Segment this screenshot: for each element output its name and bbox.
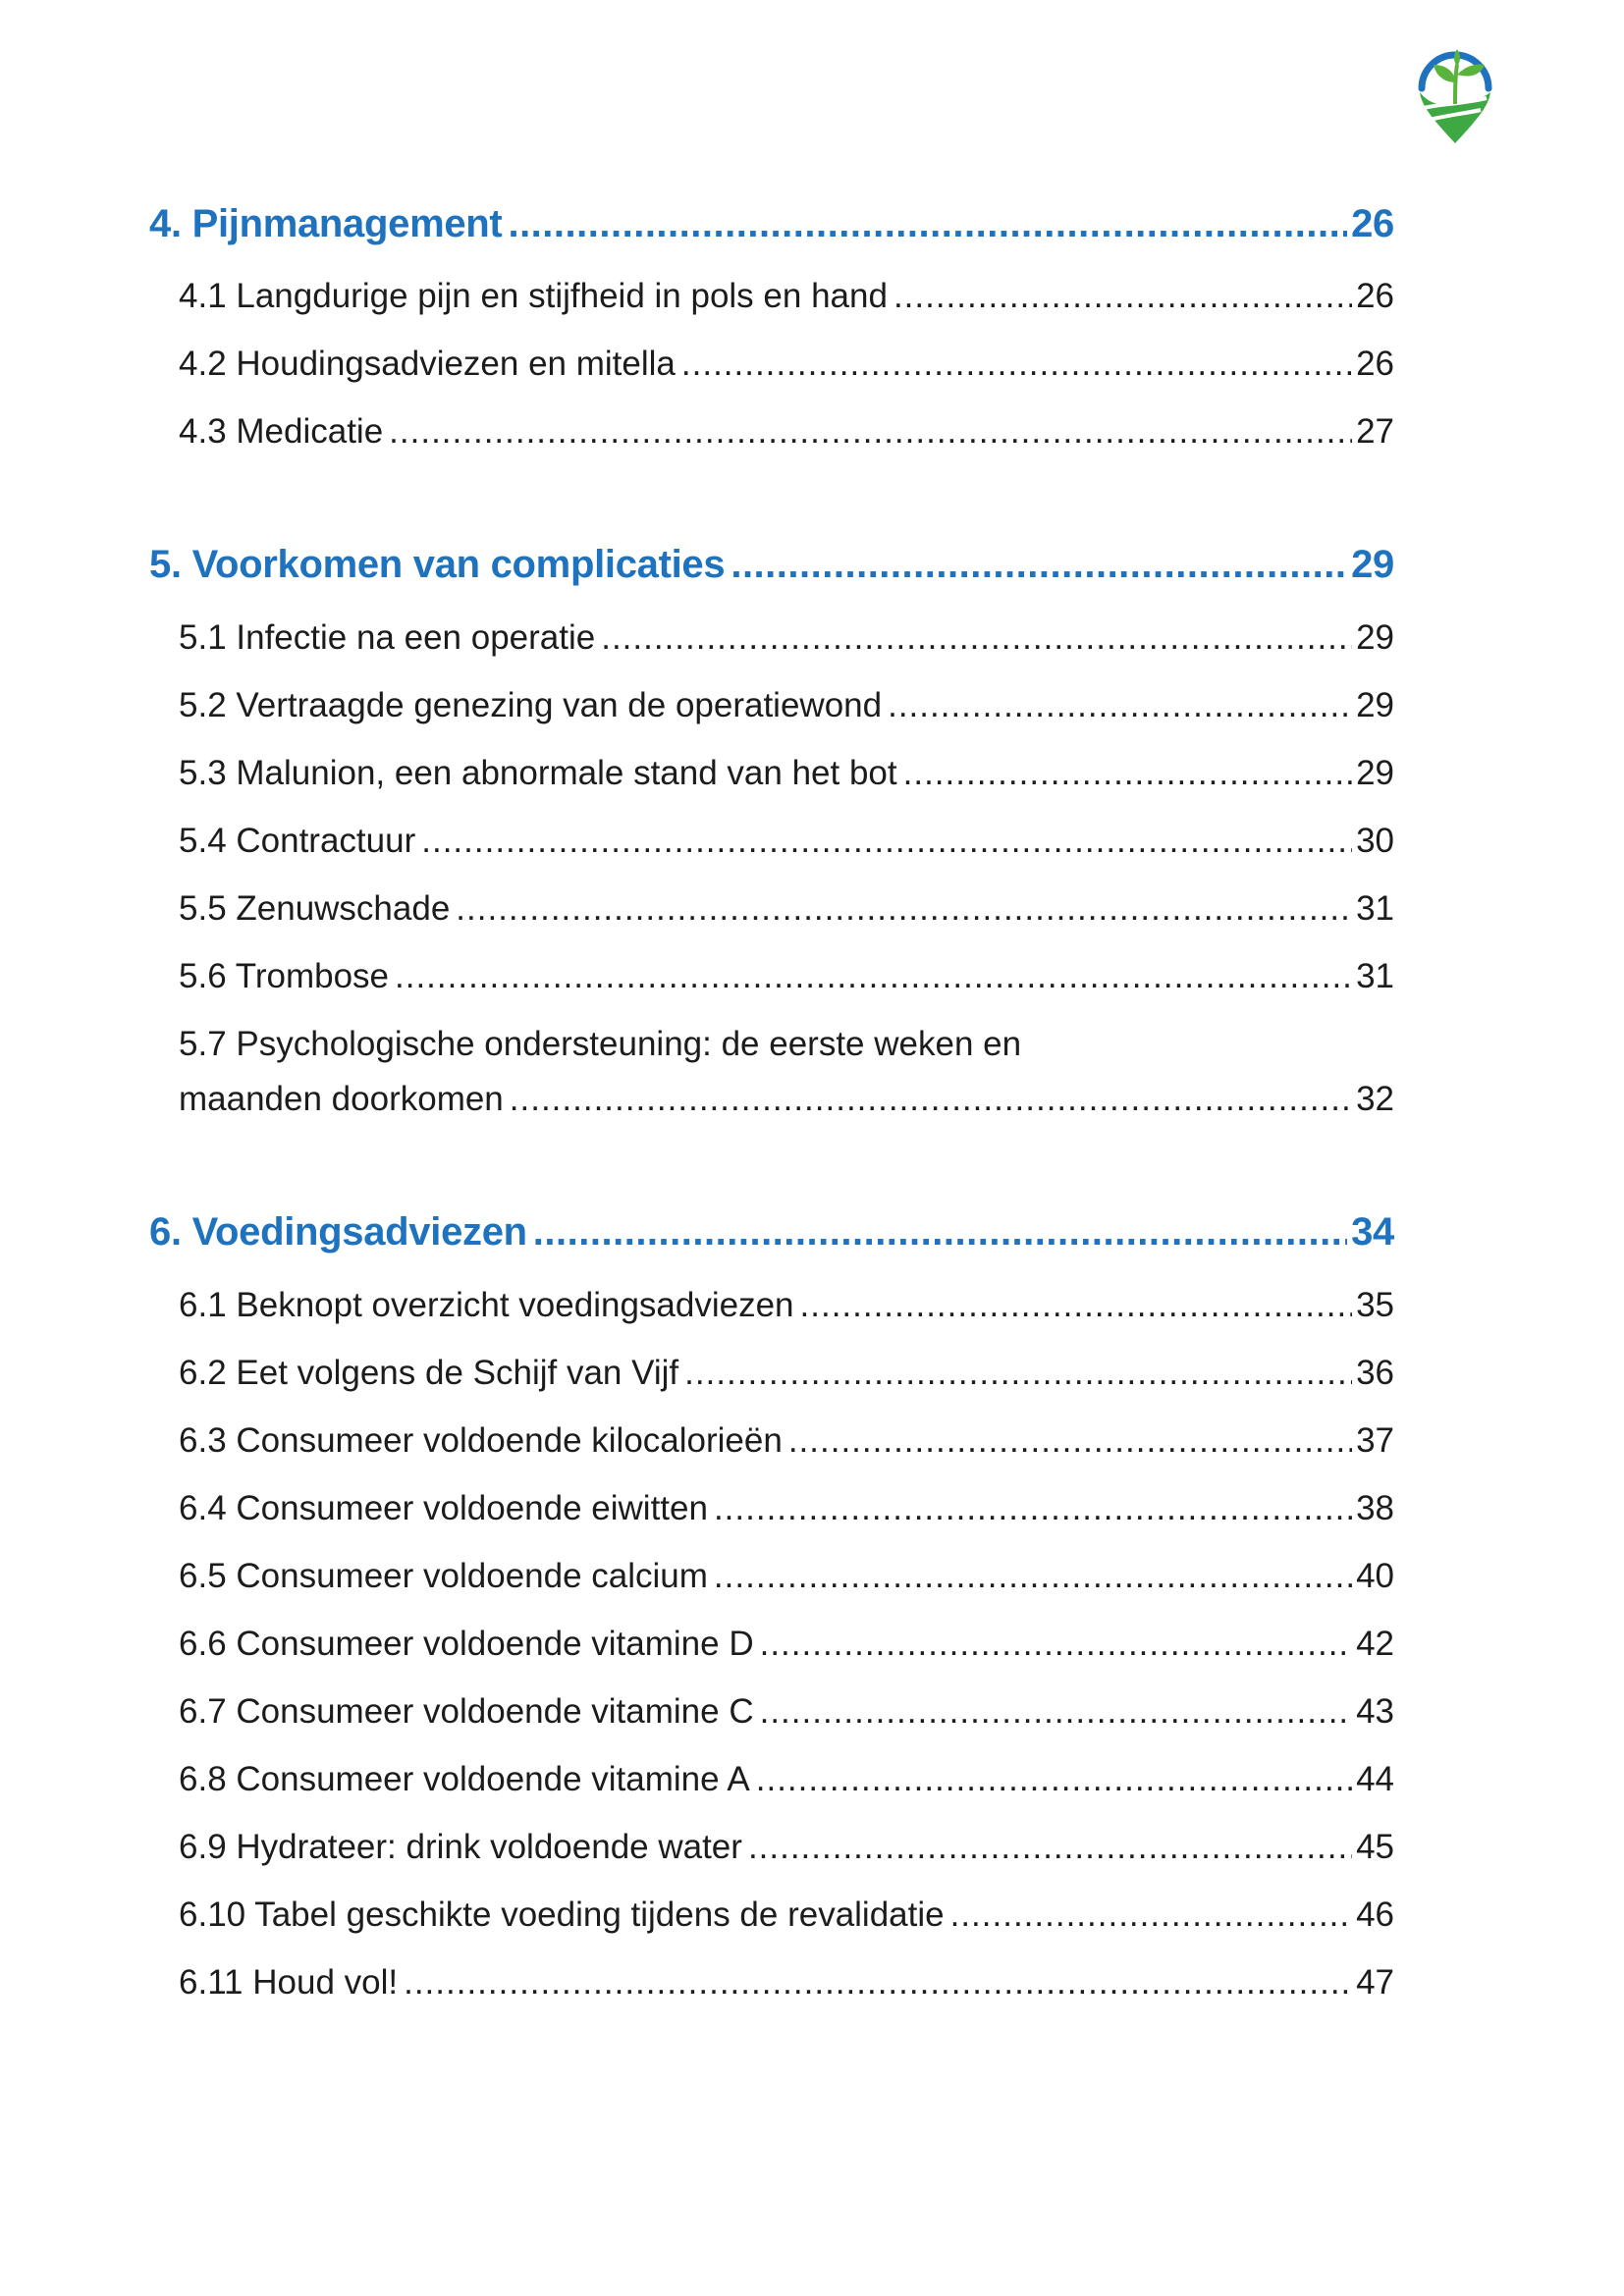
toc-section-6-7[interactable]	[179, 1692, 1394, 1732]
toc-section-title: 6.7 Consumeer voldoende vitamine C	[179, 1692, 754, 1731]
toc-page-number: 29	[1356, 618, 1394, 657]
dot-leader	[731, 543, 1347, 587]
toc-section-title: 6.1 Beknopt overzicht voedingsadviezen	[179, 1286, 794, 1324]
toc-chapter-title: 5. Voorkomen van complicaties	[149, 543, 726, 586]
toc-page-number: 31	[1356, 957, 1394, 995]
dot-leader	[903, 754, 1352, 793]
toc-page-number: 26	[1356, 345, 1394, 383]
toc-section-title: 4.1 Langdurige pijn en stijfheid in pols en hand	[179, 277, 888, 315]
toc-page-number: 31	[1356, 889, 1394, 928]
toc-section-title: 5.4 Contractuur	[179, 822, 416, 860]
toc-page-number: 29	[1356, 754, 1394, 792]
toc-section-title: 6.11 Houd vol!	[179, 1963, 399, 2002]
toc-section-5-4[interactable]	[179, 822, 1394, 861]
toc-page-number: 45	[1356, 1828, 1394, 1866]
toc-section-5-5[interactable]	[179, 889, 1394, 929]
toc-section-4-2[interactable]	[179, 345, 1394, 384]
dot-leader	[756, 1760, 1352, 1799]
toc-section-4-1[interactable]	[179, 277, 1394, 316]
toc-page-number: 26	[1351, 202, 1394, 245]
toc-section-title: 6.6 Consumeer voldoende vitamine D	[179, 1625, 754, 1663]
toc-section-title: 6.8 Consumeer voldoende vitamine A	[179, 1760, 750, 1798]
toc-section-title: 5.1 Infectie na een operatie	[179, 618, 596, 657]
dot-leader	[888, 686, 1352, 725]
toc-section-5-7-title-line1[interactable]: 5.7 Psychologische ondersteuning: de eerste weken en	[179, 1025, 1022, 1063]
toc-section-title: 6.5 Consumeer voldoende calcium	[179, 1557, 708, 1595]
toc-page-number: 36	[1356, 1354, 1394, 1392]
toc-section-title: 6.2 Eet volgens de Schijf van Vijf	[179, 1354, 679, 1392]
toc-chapter-5[interactable]	[149, 543, 1394, 587]
dot-leader	[893, 277, 1352, 316]
toc-section-title: 5.6 Trombose	[179, 957, 389, 995]
dot-leader	[389, 412, 1352, 452]
toc-page-number: 35	[1356, 1286, 1394, 1324]
dot-leader	[684, 1354, 1352, 1393]
toc-section-5-1[interactable]	[179, 618, 1394, 658]
dot-leader	[533, 1210, 1347, 1255]
toc-page-number: 43	[1356, 1692, 1394, 1731]
toc-section-5-3[interactable]	[179, 754, 1394, 793]
toc-section-4-3[interactable]	[179, 412, 1394, 452]
toc-chapter-title: 4. Pijnmanagement	[149, 202, 503, 245]
toc-page-number: 46	[1356, 1896, 1394, 1934]
dot-leader	[714, 1557, 1352, 1596]
toc-section-6-5[interactable]	[179, 1557, 1394, 1596]
toc-page-number: 27	[1356, 412, 1394, 451]
toc-section-6-6[interactable]	[179, 1625, 1394, 1664]
toc-section-5-2[interactable]	[179, 686, 1394, 725]
toc-section-5-7[interactable]	[179, 1080, 1394, 1119]
toc-page-number: 26	[1356, 277, 1394, 315]
toc-section-6-9[interactable]	[179, 1828, 1394, 1867]
dot-leader	[714, 1489, 1352, 1528]
toc-page-number: 40	[1356, 1557, 1394, 1595]
dot-leader	[748, 1828, 1352, 1867]
dot-leader	[800, 1286, 1353, 1325]
toc-section-title: 6.9 Hydrateer: drink voldoende water	[179, 1828, 742, 1866]
toc-section-title: 6.10 Tabel geschikte voeding tijdens de revalidatie	[179, 1896, 945, 1934]
toc-section-6-2[interactable]	[179, 1354, 1394, 1393]
dot-leader	[456, 889, 1352, 929]
dot-leader	[508, 202, 1347, 246]
toc-page-number: 29	[1351, 543, 1394, 586]
toc-page-number: 42	[1356, 1625, 1394, 1663]
toc-section-title: maanden doorkomen	[179, 1080, 504, 1118]
dot-leader	[404, 1963, 1352, 2002]
toc-section-5-6[interactable]	[179, 957, 1394, 996]
toc-page-number: 38	[1356, 1489, 1394, 1527]
toc-section-6-3[interactable]	[179, 1421, 1394, 1461]
toc-section-6-1[interactable]	[179, 1286, 1394, 1325]
dot-leader	[421, 822, 1352, 861]
toc-section-title: 6.3 Consumeer voldoende kilocalorieën	[179, 1421, 783, 1460]
toc-page-number: 29	[1356, 686, 1394, 724]
dot-leader	[395, 957, 1352, 996]
dot-leader	[760, 1692, 1352, 1732]
toc-page-number: 34	[1351, 1210, 1394, 1254]
toc-section-title: 4.2 Houdingsadviezen en mitella	[179, 345, 676, 383]
dot-leader	[950, 1896, 1352, 1935]
toc-section-title: 5.2 Vertraagde genezing van de operatiewond	[179, 686, 883, 724]
toc-chapter-title: 6. Voedingsadviezen	[149, 1210, 527, 1254]
toc-page-number: 37	[1356, 1421, 1394, 1460]
toc-page-number: 32	[1356, 1080, 1394, 1118]
dot-leader	[788, 1421, 1352, 1461]
toc-page-number: 30	[1356, 822, 1394, 860]
toc-chapter-4[interactable]	[149, 202, 1394, 246]
toc-section-6-10[interactable]	[179, 1896, 1394, 1935]
toc-section-6-8[interactable]	[179, 1760, 1394, 1799]
toc-section-6-11[interactable]	[179, 1963, 1394, 2002]
toc-section-title: 4.3 Medicatie	[179, 412, 384, 451]
toc-chapter-6[interactable]	[149, 1210, 1394, 1255]
toc-section-title: 5.5 Zenuwschade	[179, 889, 451, 928]
toc-section-title: 5.3 Malunion, een abnormale stand van het bot	[179, 754, 897, 792]
dot-leader	[681, 345, 1352, 384]
dot-leader	[760, 1625, 1352, 1664]
dot-leader	[510, 1080, 1352, 1119]
toc-page-number: 44	[1356, 1760, 1394, 1798]
dot-leader	[601, 618, 1352, 658]
toc-section-title: 6.4 Consumeer voldoende eiwitten	[179, 1489, 708, 1527]
toc-page-number: 47	[1356, 1963, 1394, 2002]
toc-section-6-4[interactable]	[179, 1489, 1394, 1528]
